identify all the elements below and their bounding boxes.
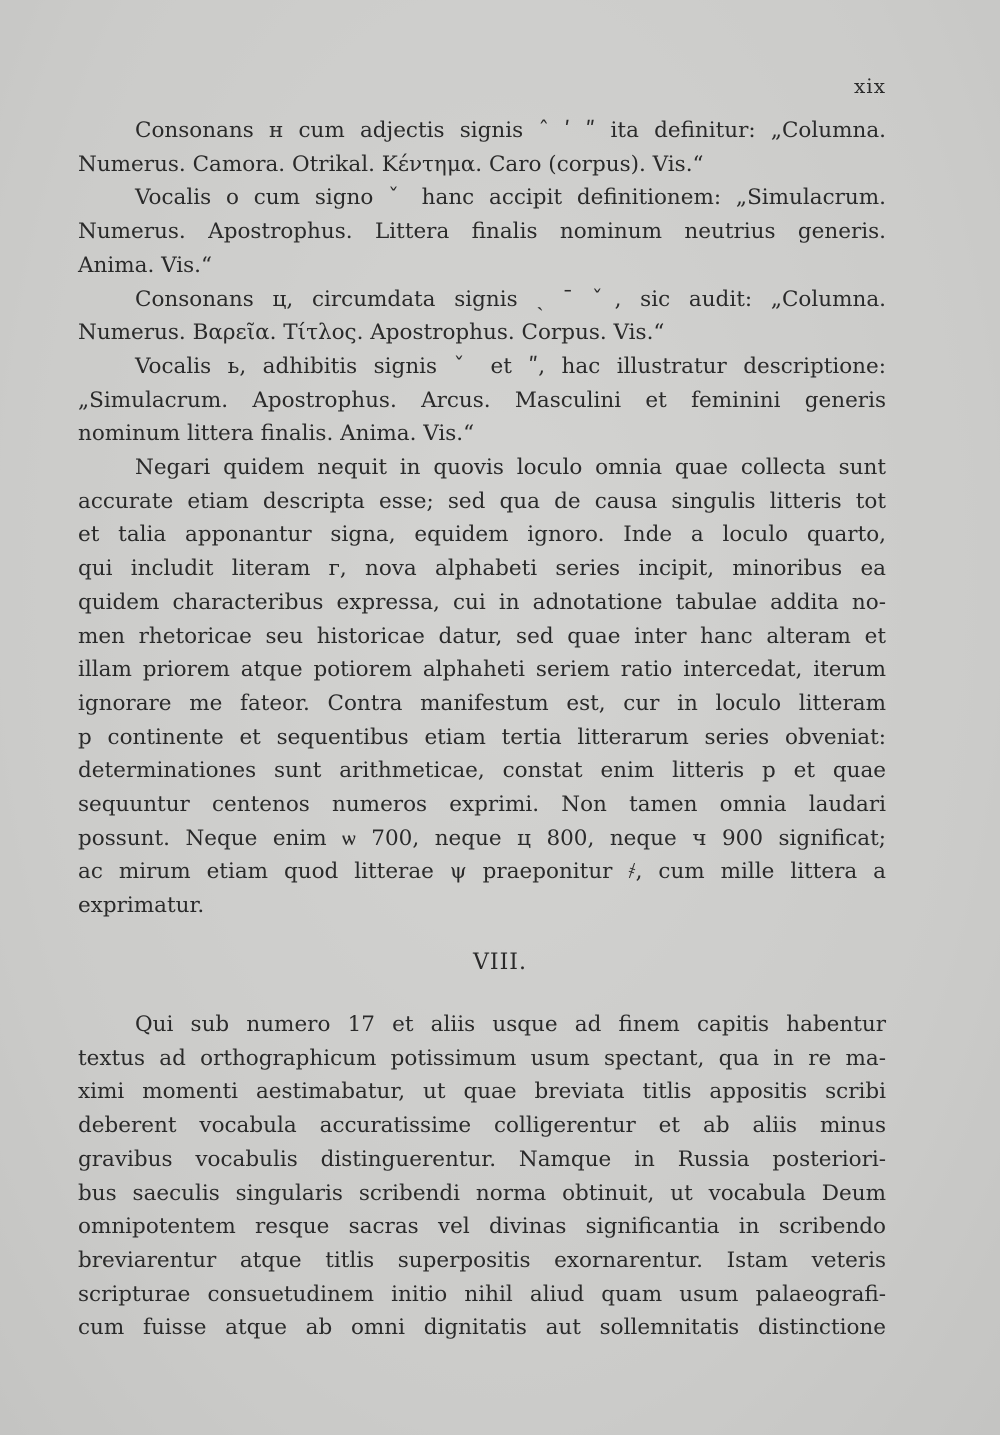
text-line: qui includit literam г, nova alphabeti series incipit, minoribus ea — [78, 556, 886, 582]
text-line: Consonans н cum adjectis signis ˆ ʹ ʺ ita definitur: „Columna. — [135, 118, 886, 143]
text-line: „Simulacrum. Apostrophus. Arcus. Masculini et feminini generis — [78, 387, 886, 413]
text-line: men rhetoricae seu historicae datur, sed quae inter hanc alteram et — [78, 623, 886, 649]
text-line: nominum littera finalis. Anima. Vis.“ — [78, 421, 475, 447]
text-section-2 — [78, 1008, 886, 1345]
text-line: gravibus vocabulis distinguerentur. Namque in Russia posteriori- — [78, 1146, 886, 1172]
text-line: possunt. Neque enim ѡ 700, neque ц 800, neque ч 900 significat; — [78, 825, 886, 851]
text-line: ac mirum etiam quod litterae ψ praeponitur ҂, cum mille littera а — [78, 859, 886, 885]
text-line: Vocalis ь, adhibitis signis ˇ et ʺ, hac illustratur descriptione: — [135, 353, 886, 379]
text-line: Numerus. Camora. Otrikal. Κέντημα. Caro (corpus). Vis.“ — [78, 151, 704, 177]
text-line: Negari quidem nequit in quovis loculo omnia quae collecta sunt — [135, 455, 886, 481]
text-line: Numerus. Βαρεῖα. Τίτλος. Apostrophus. Corpus. Vis.“ — [78, 320, 665, 346]
text-section-1 — [78, 114, 886, 923]
text-line: quidem characteribus expressa, cui in adnotatione tabulae addita no- — [78, 589, 886, 615]
text-line: exprimatur. — [78, 893, 205, 919]
text-line: Qui sub numero 17 et aliis usque ad finem capitis habentur — [135, 1012, 886, 1037]
text-line: ignorare me fateor. Contra manifestum est, cur in loculo litteram — [78, 690, 886, 716]
text-line: cum fuisse atque ab omni dignitatis aut sollemnitatis distinctione — [78, 1315, 886, 1341]
text-line: scripturae consuetudinem initio nihil aliud quam usum palaeografi- — [78, 1281, 886, 1307]
text-line: Numerus. Apostrophus. Littera finalis nominum neutrius generis. — [78, 219, 886, 245]
text-line: breviarentur atque titlis superpositis exornarentur. Istam veteris — [78, 1247, 886, 1273]
page-number: xix — [854, 74, 886, 98]
text-line: determinationes sunt arithmeticae, constat enim litteris р et quae — [78, 758, 886, 784]
section-heading: VIII. — [473, 950, 527, 975]
text-line: et talia apponantur signa, equidem ignoro. Inde a loculo quarto, — [78, 522, 886, 548]
text-line: illam priorem atque potiorem alphaheti seriem ratio intercedat, iterum — [78, 657, 886, 683]
text-line: textus ad orthographicum potissimum usum spectant, qua in re ma- — [78, 1045, 886, 1071]
text-line: Anima. Vis.“ — [78, 252, 213, 278]
text-line: omnipotentem resque sacras vel divinas significantia in scribendo — [78, 1214, 886, 1240]
text-line: accurate etiam descripta esse; sed qua de causa singulis litteris tot — [78, 488, 886, 514]
text-line: ximi momenti aestimabatur, ut quae breviata titlis appositis scribi — [78, 1079, 886, 1105]
text-line: р continente et sequentibus etiam tertia litterarum series obveniat: — [78, 724, 886, 750]
text-line: sequuntur centenos numeros exprimi. Non tamen omnia laudari — [78, 792, 886, 818]
text-line: deberent vocabula accuratissime colligerentur et ab aliis minus — [78, 1113, 886, 1139]
text-line: Consonans ц, circumdata signis ˎ ˉ ˇ, sic audit: „Columna. — [135, 286, 886, 312]
text-line: bus saeculis singularis scribendi norma obtinuit, ut vocabula Deum — [78, 1180, 886, 1206]
text-line: Vocalis о cum signo ˇ hanc accipit definitionem: „Simulacrum. — [135, 185, 886, 211]
